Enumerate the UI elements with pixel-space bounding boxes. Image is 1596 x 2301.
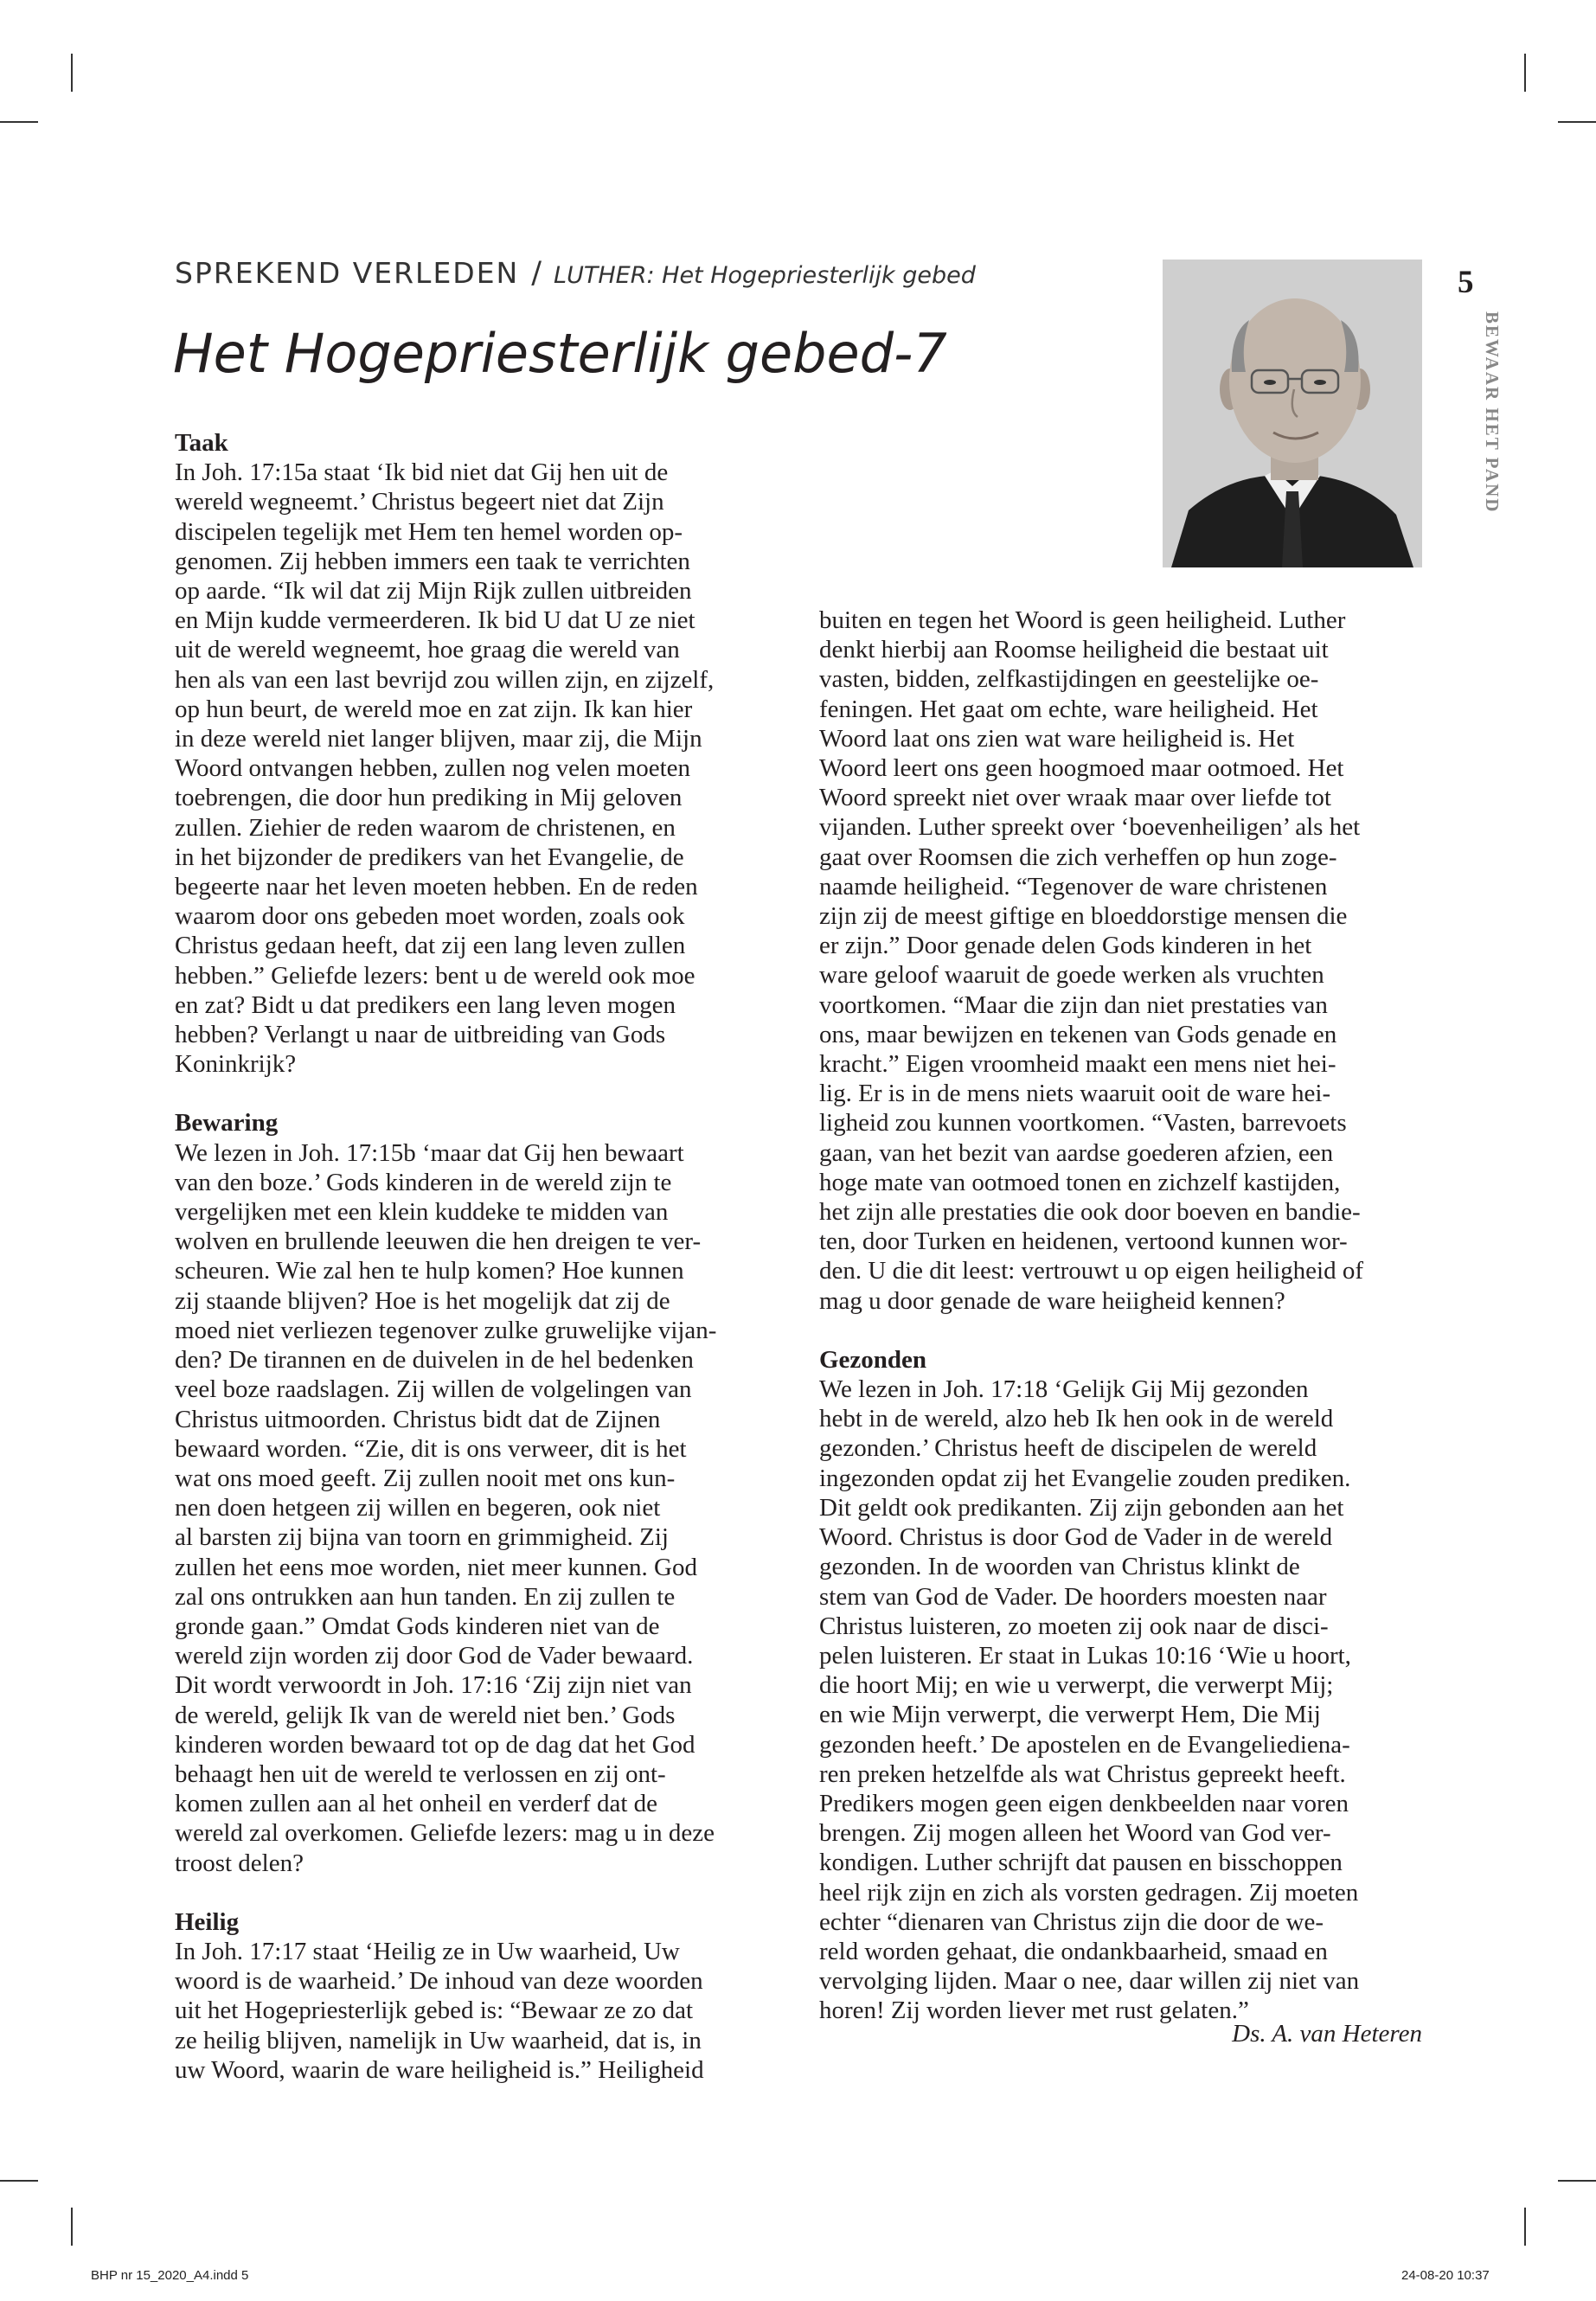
text-line: genomen. Zij hebben immers een taak te verrichten: [175, 547, 690, 575]
text-line: gaat over Roomsen die zich verheffen op hun zoge-: [819, 843, 1337, 871]
text-line: denkt hierbij aan Roomse heiligheid die bestaat uit: [819, 636, 1329, 664]
column-right: [819, 606, 1425, 2026]
text-line: uit het Hogepriesterlijk gebed is: “Bewaar ze zo dat: [175, 1997, 694, 2025]
text-line: nen doen hetgeen zij willen en begeren, ook niet: [175, 1494, 661, 1522]
text-line: zal ons ontrukken aan hun tanden. En zij zullen te: [175, 1582, 676, 1611]
section-header: [175, 256, 976, 291]
text-line: gezonden.’ Christus heeft de discipelen de wereld: [819, 1434, 1317, 1463]
text-line: hebt in de wereld, alzo heb Ik hen ook in de wereld: [819, 1405, 1334, 1433]
text-line: In Joh. 17:17 staat ‘Heilig ze in Uw waarheid, Uw: [175, 1937, 680, 1965]
crop-mark: [1524, 54, 1526, 92]
heading-heilig: Heilig: [175, 1907, 240, 1936]
text-line: wereld zijn worden zij door God de Vader bewaard.: [175, 1642, 694, 1670]
section-label: SPREKEND VERLEDEN: [175, 256, 520, 290]
text-line: zijn zij de meest giftige en bloeddorstige mensen die: [819, 902, 1348, 931]
header-separator: /: [531, 256, 542, 291]
text-line: kinderen worden bewaard tot op de dag dat het God: [175, 1730, 695, 1759]
text-line: behaagt hen uit de wereld te verlossen en zij ont-: [175, 1759, 666, 1788]
text-line: buiten en tegen het Woord is geen heiligheid. Luther: [819, 606, 1346, 634]
text-line: Christus gedaan heeft, dat zij een lang leven zullen: [175, 932, 686, 960]
text-line: het zijn alle prestaties die ook door boeven en bandie-: [819, 1198, 1361, 1227]
text-line: den? De tirannen en de duivelen in de hel bedenken: [175, 1346, 694, 1375]
text-line: feningen. Het gaat om echte, ware heiligheid. Het: [819, 695, 1318, 723]
crop-mark: [71, 54, 73, 92]
text-line: zij staande blijven? Hoe is het mogelijk dat zij de: [175, 1286, 670, 1315]
text-line: pelen luisteren. Er staat in Lukas 10:16 ‘Wie u hoort,: [819, 1641, 1351, 1670]
text-line: heel rijk zijn en zich als vorsten gedragen. Zij moeten: [819, 1878, 1359, 1907]
text-line: kondigen. Luther schrijft dat pausen en bisschoppen: [819, 1849, 1343, 1877]
text-line: op aarde. “Ik wil dat zij Mijn Rijk zullen uitbreiden: [175, 577, 692, 606]
text-line: Predikers mogen geen eigen denkbeelden naar voren: [819, 1789, 1349, 1817]
text-line: woord is de waarheid.’ De inhoud van deze woorden: [175, 1967, 703, 1996]
text-line: ingezonden opdat zij het Evangelie zouden prediken.: [819, 1464, 1351, 1492]
text-line: ware geloof waaruit de goede werken als vruchten: [819, 961, 1324, 990]
text-line: echter “dienaren van Christus zijn die door de we-: [819, 1907, 1324, 1936]
text-line: er zijn.” Door genade delen Gods kinderen in het: [819, 932, 1312, 960]
text-line: moed niet verliezen tegenover zulke gruwelijke vijan-: [175, 1316, 717, 1344]
article-title: Het Hogepriesterlijk gebed-7: [173, 322, 947, 385]
text-line: stem van God de Vader. De hoorders moesten naar: [819, 1582, 1327, 1611]
text-line: Koninkrijk?: [175, 1050, 297, 1079]
text-line: gronde gaan.” Omdat Gods kinderen niet van de: [175, 1612, 660, 1640]
text-line: komen zullen aan al het onheil en verderf dat de: [175, 1790, 658, 1818]
text-line: wereld wegneemt.’ Christus begeert niet dat Zijn: [175, 488, 664, 516]
heading-gezonden: Gezonden: [819, 1345, 927, 1374]
crop-mark: [1558, 121, 1596, 123]
text-line: brengen. Zij mogen alleen het Woord van God ver-: [819, 1819, 1331, 1848]
section-subtitle: LUTHER: Het Hogepriesterlijk gebed: [554, 262, 976, 289]
text-line: Woord laat ons zien wat ware heiligheid is. Het: [819, 724, 1295, 753]
text-line: ten, door Turken en heidenen, vertoond kunnen wor-: [819, 1227, 1348, 1256]
text-line: Woord spreekt niet over wraak maar over liefde tot: [819, 784, 1331, 812]
portrait-image: [1163, 260, 1422, 567]
text-line: vasten, bidden, zelfkastijdingen en geestelijke oe-: [819, 665, 1319, 694]
heading-taak: Taak: [175, 429, 228, 457]
text-line: hen als van een last bevrijd zou willen zijn, en zijzelf,: [175, 665, 715, 694]
text-line: op hun beurt, de wereld moe en zat zijn. Ik kan hier: [175, 695, 693, 723]
paragraph-taak: [175, 458, 785, 1079]
text-line: lig. Er is in de mens niets waaruit ooit de ware hei-: [819, 1080, 1331, 1108]
paragraph-heilig: [175, 1937, 785, 2085]
text-line: We lezen in Joh. 17:15b ‘maar dat Gij hen bewaart: [175, 1138, 684, 1167]
text-line: Christus luisteren, zo moeten zij ook naar de disci-: [819, 1612, 1329, 1640]
text-line: toebrengen, die door hun prediking in Mij geloven: [175, 784, 683, 812]
text-line: en Mijn kudde vermeerderen. Ik bid U dat U ze niet: [175, 606, 695, 635]
crop-mark: [1558, 2180, 1596, 2182]
text-line: gezonden heeft.’ De apostelen en de Evangeliediena-: [819, 1730, 1350, 1759]
author-photo: [1163, 260, 1422, 567]
heading-bewaring: Bewaring: [175, 1109, 279, 1138]
text-line: wolven en brullende leeuwen die hen dreigen te ver-: [175, 1227, 702, 1256]
text-line: zullen het eens moe worden, niet meer kunnen. God: [175, 1553, 697, 1581]
running-head: BEWAAR HET PAND: [1482, 311, 1503, 514]
text-line: horen! Zij worden liever met rust gelaten.”: [819, 1997, 1249, 2025]
text-line: de wereld, gelijk Ik van de wereld niet ben.’ Gods: [175, 1701, 676, 1729]
text-line: den. U die dit leest: vertrouwt u op eigen heiligheid of: [819, 1257, 1363, 1285]
text-line: vijanden. Luther spreekt over ‘boevenheiligen’ als het: [819, 813, 1361, 842]
text-line: zullen. Ziehier de reden waarom de christenen, en: [175, 813, 676, 842]
text-line: die hoort Mij; en wie u verwerpt, die verwerpt Mij;: [819, 1671, 1334, 1700]
text-line: voortkomen. “Maar die zijn dan niet prestaties van: [819, 990, 1328, 1019]
text-line: Christus uitmoorden. Christus bidt dat de Zijnen: [175, 1405, 661, 1433]
text-line: mag u door genade de ware heiigheid kennen?: [819, 1286, 1285, 1315]
paragraph-heilig-continued: [819, 606, 1425, 1316]
text-line: en wie Mijn verwerpt, die verwerpt Hem, Die Mij: [819, 1701, 1321, 1729]
text-line: in deze wereld niet langer blijven, maar zij, die Mijn: [175, 725, 702, 753]
crop-mark: [0, 2180, 38, 2182]
column-left: [175, 428, 785, 2085]
text-line: van den boze.’ Gods kinderen in de wereld zijn te: [175, 1168, 672, 1196]
text-line: vervolging lijden. Maar o nee, daar willen zij niet van: [819, 1967, 1360, 1996]
text-line: reld worden gehaat, die ondankbaarheid, smaad en: [819, 1937, 1328, 1965]
text-line: gaan, van het bezit van aardse goederen afzien, een: [819, 1138, 1334, 1167]
slug-file: BHP nr 15_2020_A4.indd 5: [91, 2268, 249, 2283]
text-line: Dit geldt ook predikanten. Zij zijn gebonden aan het: [819, 1493, 1344, 1522]
text-line: Dit wordt verwoordt in Joh. 17:16 ‘Zij zijn niet van: [175, 1671, 692, 1700]
text-line: hebben? Verlangt u naar de uitbreiding van Gods: [175, 1021, 666, 1049]
text-line: hoge mate van ootmoed tonen en zichzelf kastijden,: [819, 1168, 1341, 1196]
text-line: ligheid zou kunnen voortkomen. “Vasten, barrevoets: [819, 1109, 1347, 1138]
text-line: discipelen tegelijk met Hem ten hemel worden op-: [175, 517, 683, 546]
text-line: gezonden. In de woorden van Christus klinkt de: [819, 1553, 1300, 1581]
text-line: ren preken hetzelfde als wat Christus gepreekt heeft.: [819, 1759, 1346, 1788]
text-line: naamde heiligheid. “Tegenover de ware christenen: [819, 872, 1328, 901]
text-line: waarom door ons gebeden moet worden, zoals ook: [175, 902, 685, 931]
text-line: vergelijken met een klein kuddeke te midden van: [175, 1198, 669, 1227]
text-line: veel boze raadslagen. Zij willen de volgelingen van: [175, 1375, 692, 1404]
text-line: bewaard worden. “Zie, dit is ons verweer, dit is het: [175, 1434, 687, 1463]
text-line: in het bijzonder de predikers van het Evangelie, de: [175, 843, 684, 871]
crop-mark: [0, 121, 38, 123]
text-line: ze heilig blijven, namelijk in Uw waarheid, dat is, in: [175, 2026, 702, 2054]
text-line: Woord. Christus is door God de Vader in de wereld: [819, 1523, 1333, 1552]
text-line: begeerte naar het leven moeten hebben. En de reden: [175, 873, 698, 901]
crop-mark: [1524, 2208, 1526, 2246]
text-line: We lezen in Joh. 17:18 ‘Gelijk Gij Mij gezonden: [819, 1375, 1309, 1404]
text-line: Woord ontvangen hebben, zullen nog velen moeten: [175, 754, 691, 783]
slug-timestamp: 24-08-20 10:37: [1401, 2268, 1490, 2283]
text-line: uw Woord, waarin de ware heiligheid is.” Heiligheid: [175, 2055, 704, 2084]
text-line: hebben.” Geliefde lezers: bent u de wereld ook moe: [175, 961, 695, 990]
text-line: In Joh. 17:15a staat ‘Ik bid niet dat Gij hen uit de: [175, 458, 669, 487]
author-signature: Ds. A. van Heteren: [1232, 2020, 1422, 2048]
text-line: wereld zal overkomen. Geliefde lezers: mag u in deze: [175, 1819, 715, 1848]
page-number: 5: [1458, 265, 1474, 300]
paragraph-bewaring: [175, 1138, 785, 1878]
text-line: uit de wereld wegneemt, hoe graag die wereld van: [175, 636, 680, 664]
text-line: wat ons moed geeft. Zij zullen nooit met ons kun-: [175, 1464, 676, 1492]
text-line: scheuren. Wie zal hen te hulp komen? Hoe kunnen: [175, 1257, 684, 1285]
paragraph-gezonden: [819, 1375, 1425, 2025]
text-line: ons, maar bewijzen en tekenen van Gods genade en: [819, 1020, 1337, 1048]
crop-mark: [71, 2208, 73, 2246]
text-line: troost delen?: [175, 1849, 304, 1877]
text-line: al barsten zij bijna van toorn en grimmigheid. Zij: [175, 1523, 669, 1552]
text-line: Woord leert ons geen hoogmoed maar ootmoed. Het: [819, 754, 1344, 783]
text-line: en zat? Bidt u dat predikers een lang leven mogen: [175, 990, 676, 1019]
text-line: kracht.” Eigen vroomheid maakt een mens niet hei-: [819, 1050, 1336, 1079]
